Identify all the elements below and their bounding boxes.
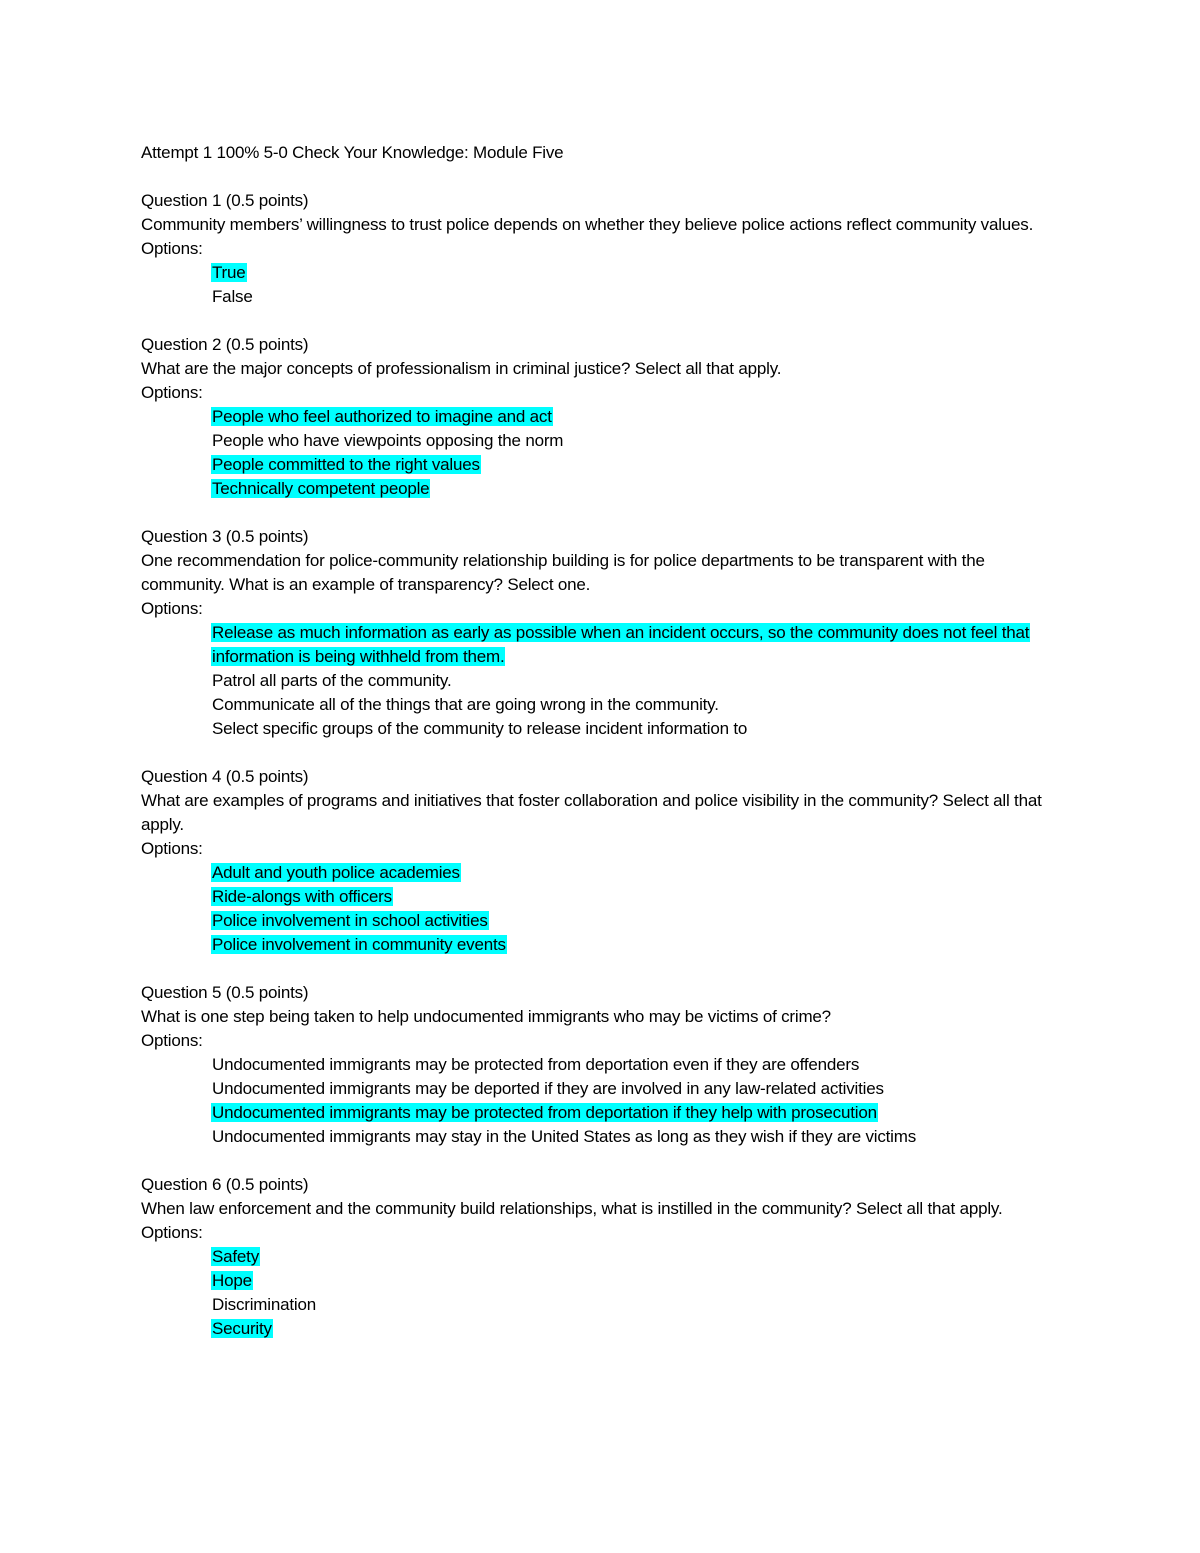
question-text: Community members’ willingness to trust police depends on whether they believe police actions reflect community values. [141,215,1034,234]
option-selected [211,1317,1071,1341]
question-header: Question 4 (0.5 points) [141,767,309,786]
option-selected [211,861,1071,885]
question-6 [141,1173,1071,1341]
option-selected [211,1245,1071,1269]
option-text: Communicate all of the things that are going wrong in the community. [212,695,719,714]
option [211,717,1071,741]
option-text: Undocumented immigrants may be protected from deportation even if they are offenders [212,1055,860,1074]
options-label: Options: [141,599,203,618]
question-3 [141,525,1071,741]
option-list [141,405,1071,501]
option-text: Police involvement in school activities [212,911,488,930]
option [211,429,1071,453]
question-header: Question 6 (0.5 points) [141,1175,309,1194]
option-text: Safety [212,1247,259,1266]
options-label: Options: [141,1223,203,1242]
option-selected [211,261,1071,285]
option [211,285,1071,309]
option-text: Discrimination [212,1295,316,1314]
option-text: Ride-alongs with officers [212,887,392,906]
option-selected [211,933,1071,957]
question-header: Question 5 (0.5 points) [141,983,309,1002]
option-text: Technically competent people [212,479,430,498]
option-text: Undocumented immigrants may stay in the United States as long as they wish if they are victims [212,1127,917,1146]
option-text: Patrol all parts of the community. [212,671,452,690]
option [211,693,1071,717]
option-text: People who have viewpoints opposing the norm [212,431,564,450]
options-label: Options: [141,1031,203,1050]
question-text: One recommendation for police-community relationship building is for police departments to be transparent with the community. What is an example of transparency? Select one. [141,551,985,594]
question-header: Question 2 (0.5 points) [141,335,309,354]
question-2 [141,333,1071,501]
option-text: Police involvement in community events [212,935,506,954]
option-list [141,1053,1071,1149]
question-5 [141,981,1071,1149]
option [211,1053,1071,1077]
options-label: Options: [141,239,203,258]
option-selected [211,405,1071,429]
question-header: Question 1 (0.5 points) [141,191,309,210]
question-1 [141,189,1071,309]
option-list [141,861,1071,957]
document-title: Attempt 1 100% 5-0 Check Your Knowledge: Module Five [141,143,564,162]
option-text: Release as much information as early as possible when an incident occurs, so the community does not feel that information is being withheld from them. [212,623,1030,666]
option-selected [211,1269,1071,1293]
option-list [141,261,1071,309]
question-text: What is one step being taken to help undocumented immigrants who may be victims of crime? [141,1007,831,1026]
option-list [141,1245,1071,1341]
option-text: Undocumented immigrants may be protected from deportation if they help with prosecution [212,1103,877,1122]
option-selected [211,909,1071,933]
option [211,1125,1071,1149]
options-label: Options: [141,383,203,402]
option [211,1293,1071,1317]
option-text: People who feel authorized to imagine and act [212,407,552,426]
option-text: Hope [212,1271,252,1290]
option-text: Select specific groups of the community to release incident information to [212,719,748,738]
document-page [141,141,1071,1365]
options-label: Options: [141,839,203,858]
option-text: False [212,287,253,306]
option-text: People committed to the right values [212,455,480,474]
option-selected [211,453,1071,477]
question-text: What are examples of programs and initiatives that foster collaboration and police visibility in the community? Select all that apply. [141,791,1042,834]
option-selected [211,621,1071,669]
option-list [141,621,1071,741]
question-list [141,189,1071,1341]
question-header: Question 3 (0.5 points) [141,527,309,546]
option-text: Undocumented immigrants may be deported if they are involved in any law-related activities [212,1079,884,1098]
question-text: When law enforcement and the community build relationships, what is instilled in the community? Select all that apply. [141,1199,1003,1218]
option-selected [211,1101,1071,1125]
option-selected [211,477,1071,501]
option-selected [211,885,1071,909]
option [211,669,1071,693]
question-4 [141,765,1071,957]
option-text: Adult and youth police academies [212,863,460,882]
question-text: What are the major concepts of professionalism in criminal justice? Select all that apply. [141,359,782,378]
option [211,1077,1071,1101]
option-text: True [212,263,246,282]
option-text: Security [212,1319,272,1338]
